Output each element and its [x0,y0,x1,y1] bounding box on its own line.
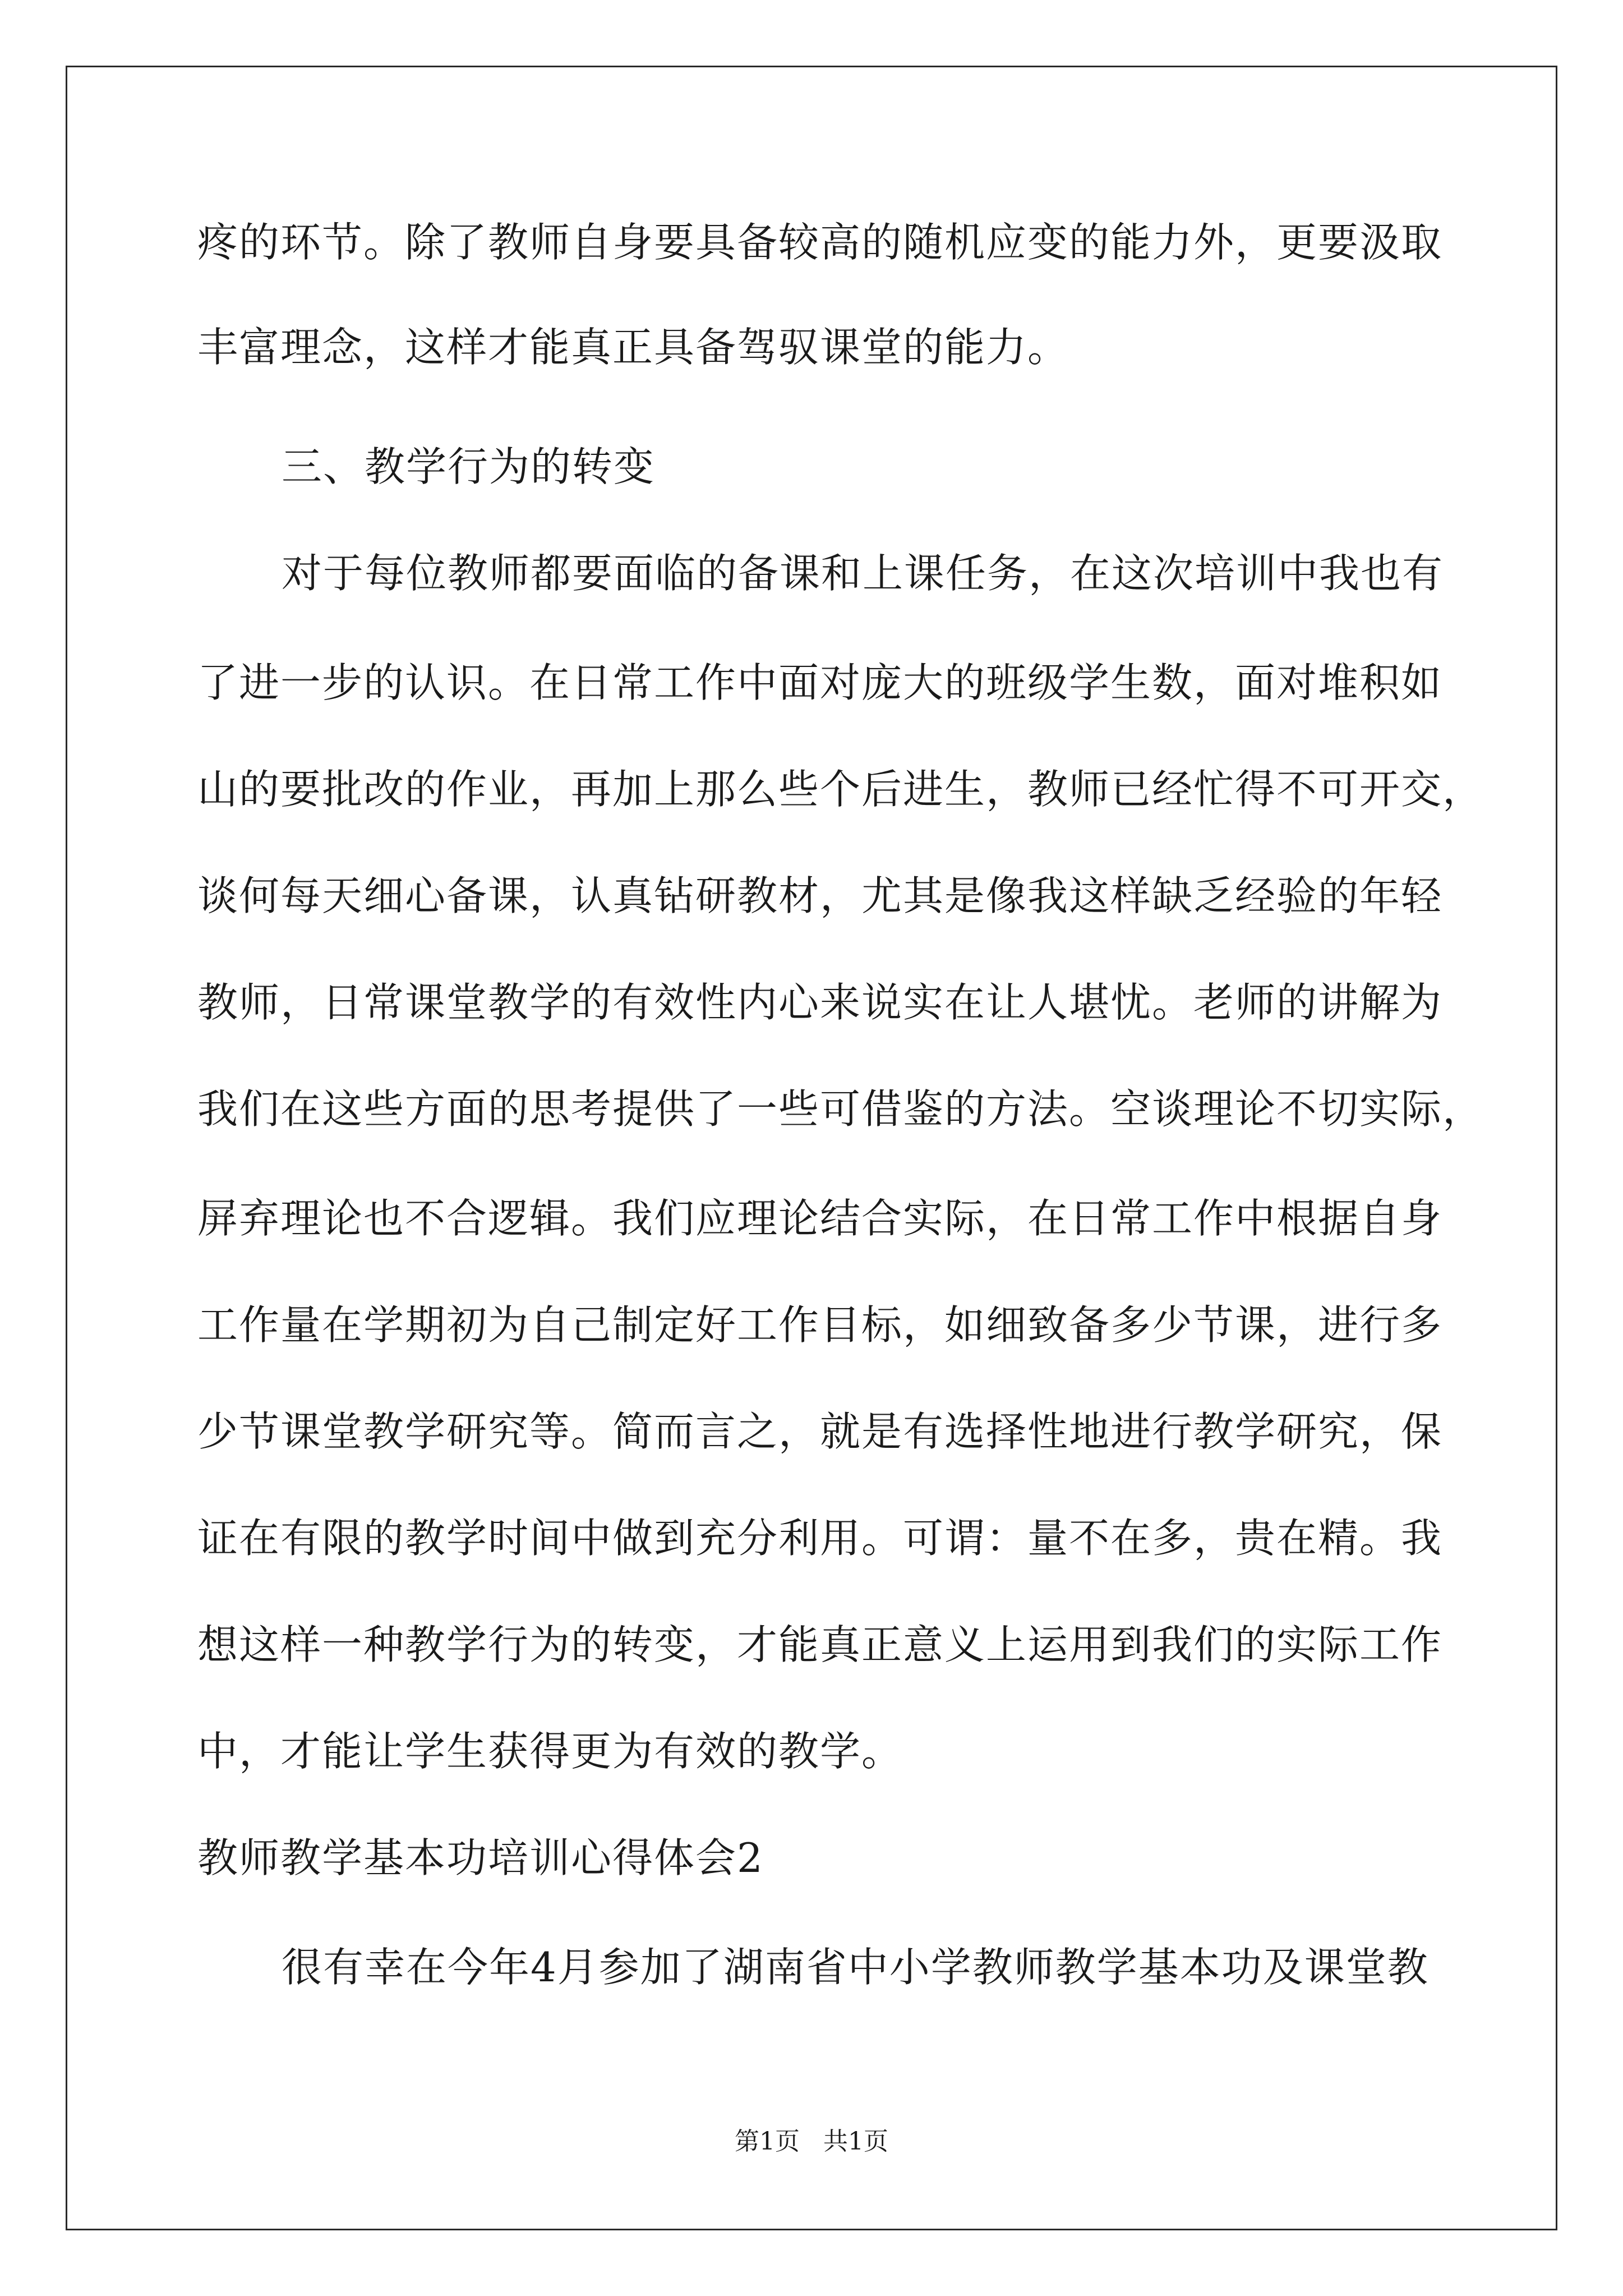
page-footer [0,2125,1623,2159]
paragraph-line: 对于每位教师都要面临的备课和上课任务，在这次培训中我也有 [282,550,1444,597]
page-number: 第1页 [735,2127,800,2156]
paragraph-line: 丰富理念，这样才能真正具备驾驭课堂的能力。 [197,324,1069,371]
article-title: 教师教学基本功培训心得体会2 [197,1834,764,1881]
paragraph-line: 想这样一种教学行为的转变，才能真正意义上运用到我们的实际工作 [197,1621,1443,1668]
paragraph-line: 证在有限的教学时间中做到充分利用。可谓：量不在多，贵在精。我 [197,1515,1443,1562]
paragraph-line: 教师，日常课堂教学的有效性内心来说实在让人堪忧。老师的讲解为 [197,979,1443,1026]
paragraph-line: 很有幸在今年4月参加了湖南省中小学教师教学基本功及课堂教 [282,1944,1429,1991]
paragraph-line: 谈何每天细心备课，认真钻研教材，尤其是像我这样缺乏经验的年轻 [197,872,1443,919]
paragraph-line: 屏弃理论也不合逻辑。我们应理论结合实际，在日常工作中根据自身 [197,1195,1443,1242]
paragraph-line: 我们在这些方面的思考提供了一些可借鉴的方法。空谈理论不切实际， [197,1085,1484,1133]
page-border [66,66,1557,2230]
paragraph-line: 中，才能让学生获得更为有效的教学。 [197,1728,903,1775]
paragraph-line: 山的要批改的作业，再加上那么些个后进生，教师已经忙得不可开交， [197,766,1484,813]
paragraph-line: 疼的环节。除了教师自身要具备较高的随机应变的能力外，更要汲取 [197,219,1443,266]
paragraph-line: 少节课堂教学研究等。简而言之，就是有选择性地进行教学研究，保 [197,1408,1443,1455]
paragraph-line: 工作量在学期初为自己制定好工作目标，如细致备多少节课，进行多 [197,1301,1443,1349]
page-total: 共1页 [823,2127,888,2156]
paragraph-line: 了进一步的认识。在日常工作中面对庞大的班级学生数，面对堆积如 [197,659,1443,706]
section-heading: 三、教学行为的转变 [282,443,656,490]
